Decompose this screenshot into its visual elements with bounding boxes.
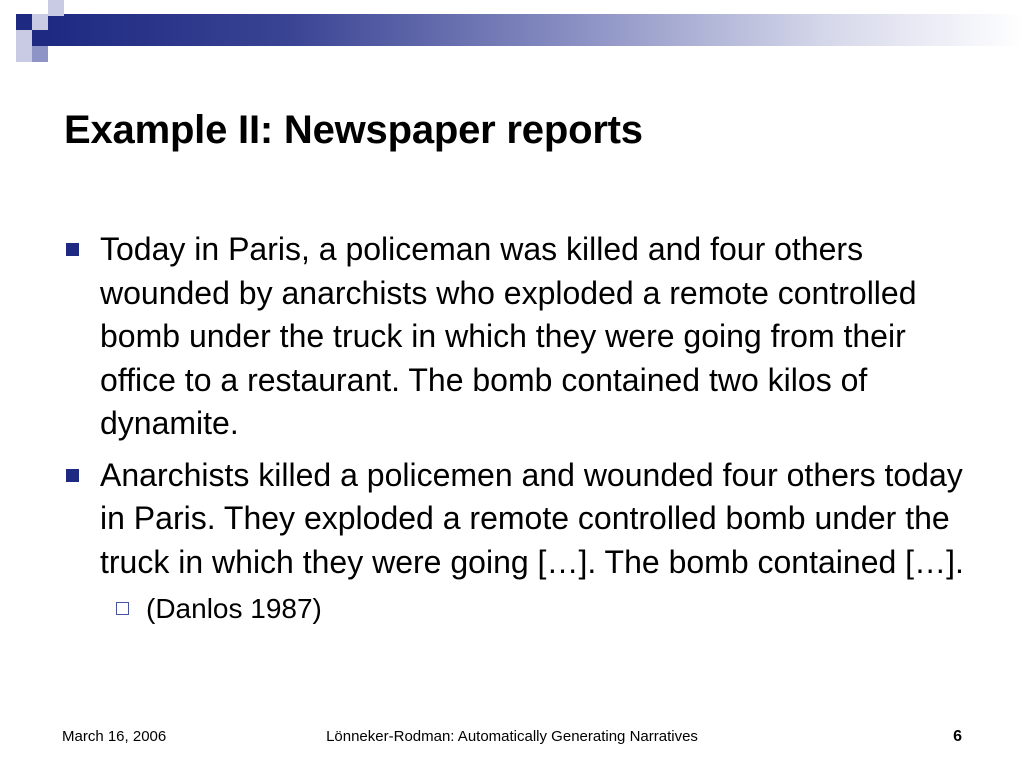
header-decoration xyxy=(0,0,1024,64)
page-number: 6 xyxy=(953,728,962,745)
bullet-item xyxy=(64,228,964,446)
decor-square xyxy=(32,46,48,62)
decor-square xyxy=(16,30,32,46)
footer-date: March 16, 2006 xyxy=(62,728,167,745)
decor-square xyxy=(16,14,32,30)
square-bullet-icon xyxy=(66,469,79,482)
sub-bullet-item xyxy=(64,590,964,628)
footer-title: Lönneker-Rodman: Automatically Generating Narratives xyxy=(326,728,698,745)
header-gradient-bar xyxy=(48,14,1024,46)
decor-square xyxy=(16,46,32,62)
decor-square xyxy=(48,0,64,16)
bullet-text: Anarchists killed a policemen and wounded four others today in Paris. They exploded a remote controlled bomb under the truck in which they were going […]. The bomb contained […]. xyxy=(100,456,964,580)
slide-body xyxy=(64,228,964,628)
bullet-text: Today in Paris, a policeman was killed and four others wounded by anarchists who exploded a remote controlled bomb under the truck in which they were going from their office to a restaurant. The bomb contained two kilos of dynamite. xyxy=(100,231,917,441)
hollow-square-bullet-icon xyxy=(116,602,129,615)
citation-text: (Danlos 1987) xyxy=(146,593,322,624)
square-bullet-icon xyxy=(66,243,79,256)
slide-title: Example II: Newspaper reports xyxy=(64,108,643,152)
decor-square xyxy=(32,30,48,46)
decor-square xyxy=(32,14,48,30)
bullet-item xyxy=(64,454,964,585)
